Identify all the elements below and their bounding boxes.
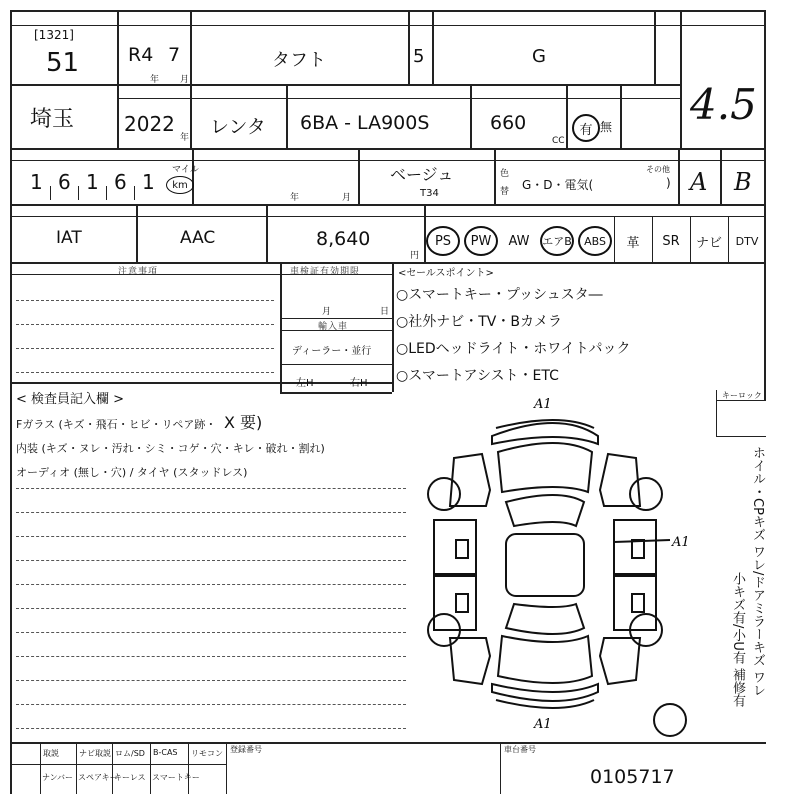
- insp-month: 月: [322, 307, 332, 317]
- aircon: AAC: [180, 228, 216, 248]
- sales-point: ○スマートアシスト・ETC: [396, 368, 559, 384]
- color: ベージュ: [390, 165, 454, 184]
- ac-no: 無: [600, 120, 613, 134]
- sales-point: ○社外ナビ・TV・Bカメラ: [396, 314, 562, 330]
- fuel-close: ): [666, 176, 671, 190]
- region: 埼玉: [30, 107, 75, 132]
- first-reg-year: 2022: [124, 112, 175, 136]
- year-label: R4: [128, 44, 154, 66]
- equipment-item: ABS: [578, 226, 612, 256]
- model-code: 6BA - LA900S: [300, 112, 430, 134]
- cc-label: CC: [552, 136, 565, 146]
- dealer: ディーラー・並行: [292, 346, 372, 357]
- reg-year-suffix: 年: [180, 133, 190, 143]
- footer-label: ナンバー: [42, 773, 74, 782]
- mark-right: A1: [672, 535, 690, 550]
- equipment-item: エアB: [540, 226, 574, 256]
- mileage-digit: 1: [142, 170, 155, 194]
- exterior-grade: A: [690, 168, 708, 196]
- exp-month: 月: [342, 193, 352, 203]
- equipment-item: DTV: [735, 234, 759, 248]
- inspector-line1: Fガラス (キズ・飛石・ヒビ・リペア跡・: [16, 418, 217, 431]
- mileage-digit: 1: [30, 170, 43, 194]
- insp-day: 日: [380, 307, 390, 317]
- footer-label: ナビ取説: [79, 749, 111, 758]
- month: 7: [168, 44, 181, 66]
- sales-point: ○スマートキー・プッシュスタ―: [396, 287, 603, 303]
- equipment-item: ナビ: [695, 235, 722, 251]
- model-name: タフト: [272, 50, 326, 71]
- lot-number: [1321]: [34, 28, 74, 42]
- interior-grade: B: [734, 168, 752, 196]
- footer-label: キーレス: [114, 773, 146, 782]
- exp-year: 年: [290, 193, 300, 203]
- equipment-item: SR: [662, 233, 680, 249]
- inspection-header: 車検証有効期限: [290, 267, 361, 277]
- recycle-fee: 8,640: [316, 228, 371, 250]
- import-header: 輸入車: [318, 322, 349, 332]
- chassis-number: 0105717: [590, 766, 675, 788]
- inspector-header: < 検査員記入欄 >: [16, 392, 125, 407]
- steering-left: 左H: [296, 378, 314, 389]
- unit-km: km: [172, 179, 188, 191]
- footer-label: リモコン: [191, 749, 223, 758]
- mark-front: A1: [534, 397, 552, 412]
- sales-header: <セールスポイント>: [398, 268, 494, 279]
- year-suffix: 年: [150, 75, 160, 85]
- unit-km-mark: [166, 176, 194, 194]
- footer-label: スペアキー: [78, 773, 118, 782]
- displacement: 660: [490, 112, 527, 134]
- notes-header: 注意事項: [118, 267, 159, 277]
- ac-yes-mark: [572, 114, 600, 142]
- ac-yes: 有: [579, 122, 593, 138]
- mileage-digit: 1: [86, 170, 99, 194]
- doors: 5: [413, 46, 425, 67]
- footer-label: B-CAS: [153, 748, 178, 757]
- car-diagram: [410, 394, 710, 740]
- color-note-1: 色: [500, 169, 510, 179]
- mileage-digit: 6: [114, 170, 127, 194]
- sales-point: ○LEDヘッドライト・ホワイトパック: [396, 341, 631, 357]
- lot-no: 51: [46, 48, 80, 78]
- footer-label: 取説: [43, 749, 59, 758]
- fuel-other: その他: [646, 165, 670, 174]
- inspector-line3: オーディオ (無し・穴) / タイヤ (スタッドレス): [16, 466, 248, 479]
- color-code: T34: [420, 188, 439, 199]
- transmission: IAT: [56, 228, 82, 248]
- reg-label: 登録番号: [230, 745, 262, 754]
- inspector-line1-mark: X 要): [224, 413, 263, 432]
- grade: G: [532, 46, 546, 67]
- footer-label: スマートキー: [152, 773, 200, 782]
- mileage-digit: 6: [58, 170, 71, 194]
- equipment-item: PS: [426, 226, 460, 256]
- score: 4.5: [690, 80, 757, 129]
- equipment-item: AW: [508, 233, 530, 249]
- color-note-2: 替: [500, 187, 510, 197]
- yen-label: 円: [410, 251, 420, 261]
- equipment-item: PW: [464, 226, 498, 256]
- steering-right: 右H: [350, 378, 368, 389]
- chassis-label: 車台番号: [504, 745, 536, 754]
- month-suffix: 月: [180, 75, 190, 85]
- inspector-line2: 内装 (キズ・ヌレ・汚れ・シミ・コゲ・穴・キレ・破れ・割れ): [16, 442, 325, 455]
- usage: レンタ: [210, 116, 266, 138]
- mark-rear: A1: [534, 717, 552, 732]
- key-label: キーロック: [722, 391, 762, 400]
- vertical-note-2: 小キズ有/小U有 補修有: [730, 572, 745, 708]
- unit-mile: マイル: [172, 165, 199, 175]
- vertical-note-1: ホイル・CPキズ ワレ/ドアミラーキズ ワレ: [750, 446, 765, 697]
- equipment-item: 革: [626, 235, 640, 251]
- footer-label: ロム/SD: [115, 749, 145, 758]
- fuel: G・D・電気(: [522, 178, 594, 192]
